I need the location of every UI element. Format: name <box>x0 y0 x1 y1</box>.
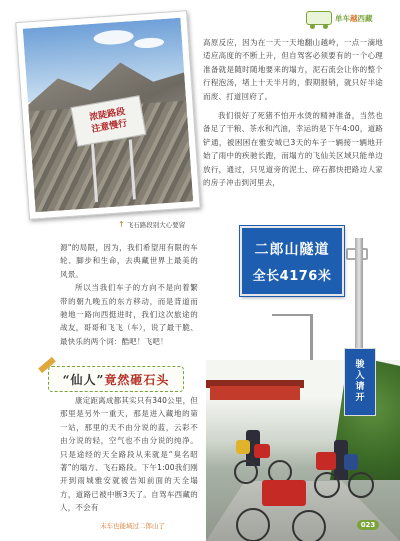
section-title-banner <box>48 366 184 392</box>
page-number: 023 <box>357 520 379 530</box>
photo-caption: ↑ 飞石路段别大心要留 <box>118 220 186 229</box>
tunnel-sign <box>240 226 344 296</box>
paragraph: 所以当我们车子的方向不是向着繁带的朝九晚五的东方移动，而是背道而驰地一路向西挺进时，我们这次旅途的战友，哥哥和飞飞（车），说了最干脆、最快乐的两个词：酷吧！飞吧！ <box>60 283 198 346</box>
article-text-left-bottom <box>60 394 198 515</box>
section-header-badge <box>306 8 386 28</box>
section-header-label: 单车越西藏 <box>335 13 373 23</box>
mountain-road-photo <box>15 10 200 220</box>
tunnel-sign-name: 二郎山隧道 <box>254 241 330 258</box>
paragraph: 源"的局限，因为，我们希望用有限的车轮、脚步和生命，去典藏世界上最美的风景。 <box>60 243 198 279</box>
warning-sign-line1: 浓陡路段 <box>88 107 126 124</box>
paragraph: 康定距离成都其实只有340公里，但那里是另外一重天，那是进入藏地的第一站，那里的天不由分说的蓝，云彩不由分说的轻，空气也不由分说的纯净。只是途经的天全路段从来就是“臭名昭著”的塌方、飞石路段。下午1:00我们刚开到雨城雅安就被告知前面的天全塌方，道路已被中断3天了。自驾车西藏的人，不会有 <box>60 396 198 513</box>
article-text-left-mid <box>60 241 198 348</box>
direction-sign: 骏 入 请 开 <box>344 348 376 416</box>
car-icon <box>306 11 332 25</box>
arrow-up-icon: ↑ <box>118 220 125 229</box>
street-lamp-arm <box>272 314 312 316</box>
article-text-right-top <box>203 36 383 189</box>
warning-sign-line2: 注意慢行 <box>90 118 129 135</box>
section-title: “仙人”竟然砸石头 <box>62 372 170 387</box>
footer-caption: 未车也能域过二郎山了 <box>100 522 165 530</box>
tunnel-sign-length: 全长4176米 <box>252 268 332 284</box>
paragraph: 高原反应，因为在一天一天地翻山越岭，一点一滴地适应高度的不断上升，但自驾客必须要有的一个心理准备就是随时随地要来的塌方，泥石流会让你的整个行程泡汤，堵上十天半月的，假期报销，就只好半途而废、打道回府了。 <box>203 38 383 101</box>
paragraph: 我们很好了死猪不怕开水烫的精神准备，当然也备足了干粮、茶水和汽油，幸运的是下午4:00，道路铲通，被困困在雅安城已3天的车子一辆接一辆地开始了雨中的疾驰长跑，而塌方的飞仙关区域只能单边放行，通过，只见道旁的泥土、碎石都快把路边人家的房子冲击到河里去， <box>203 111 383 188</box>
